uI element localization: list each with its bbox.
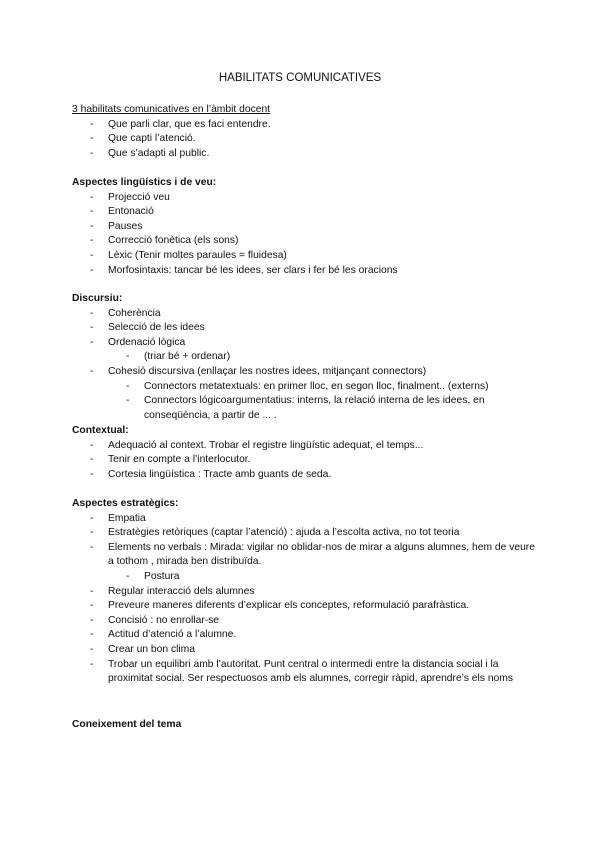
list-item: - Cohesió discursiva (enllaçar les nostres idees, mitjançant connectors)	[90, 365, 427, 377]
list-subitem: - Connectors lógicoargumentatius: interns, la relació interna de les idees, en conseqüència, a partir de ... .	[126, 395, 485, 421]
list-item: - Que s’adapti al public.	[90, 147, 210, 159]
list-item: - Morfosintaxis: tancar bé les idees, ser clars i fer bé les oracions	[90, 264, 398, 276]
list-subitem: - Connectors metatextuals: en primer lloc, en segon lloc, finalment.. (externs)	[126, 380, 489, 392]
list-item: - Correcció fonètica (els sons)	[90, 235, 239, 247]
list-item: - Regular interacció dels alumnes	[90, 585, 255, 597]
list-item: - Pauses	[90, 220, 143, 232]
list-item: - Selecció de les idees	[90, 322, 205, 334]
list-item: - Lèxic (Tenir moltes paraules = fluidesa)	[90, 249, 287, 261]
list-item: - Empatia	[90, 512, 146, 524]
list-subitem: - Postura	[126, 570, 180, 582]
section-contextual	[72, 424, 542, 482]
list-item: - Ordenació lògica	[90, 336, 186, 348]
list-item: - Tenir en compte a l’interlocutor.	[90, 454, 251, 466]
list-item: - Que parli clar, que es faci entendre.	[90, 118, 271, 130]
section-heading: Contextual:	[72, 425, 129, 436]
section-heading: 3 habilitats comunicatives en l’àmbit docent	[72, 104, 271, 115]
list-item: - Concisió : no enrollar-se	[90, 614, 220, 626]
list-subitem: - (triar bé + ordenar)	[126, 351, 231, 363]
list-item: - Adequació al context. Trobar el registre lingüístic adequat, el temps...	[90, 439, 424, 451]
section-heading: Aspectes lingüístics i de veu:	[72, 177, 217, 188]
section-discursiu	[72, 292, 542, 423]
section-heading: Coneixement del tema	[72, 719, 182, 730]
section-coneixement	[72, 718, 542, 733]
section-linguistics	[72, 176, 542, 278]
list-item: - Preveure maneres diferents d’explicar els conceptes, reformulació parafràstica.	[90, 600, 470, 612]
section-habilitats	[72, 103, 542, 161]
list-item: - Entonació	[90, 206, 154, 218]
list-item: - Projecció veu	[90, 191, 170, 203]
list-item: - Cortesia lingüística : Tracte amb guants de seda.	[90, 468, 332, 480]
section-heading: Discursiu:	[72, 293, 123, 304]
document-title: HABILITATS COMUNICATIVES	[218, 72, 382, 84]
list-item: - Que capti l’atenció.	[90, 133, 196, 145]
list-item: - Coherència	[90, 307, 161, 319]
section-heading: Aspectes estratègics:	[72, 498, 179, 509]
section-estrategics	[72, 497, 542, 687]
list-item: - Actitud d’atenció a l’alumne.	[90, 629, 237, 641]
list-item: - Trobar un equilibri amb l’autoritat. Punt central o intermedi entre la distancia social i la proximitat social. Ser respectuosos amb els alumnes, corregir ràpid, aprendre’s els noms	[90, 658, 513, 685]
list-item: - Elements no verbals : Mirada: vigilar no oblidar-nos de mirar a alguns alumnes, hem de veure a tothom , mirada ben distribuïda.	[90, 541, 535, 568]
list-item: - Estratègies retòriques (captar l’atenció) : ajuda a l’escolta activa, no tot teoria	[90, 527, 460, 539]
list-item: - Crear un bon clima	[90, 643, 195, 655]
